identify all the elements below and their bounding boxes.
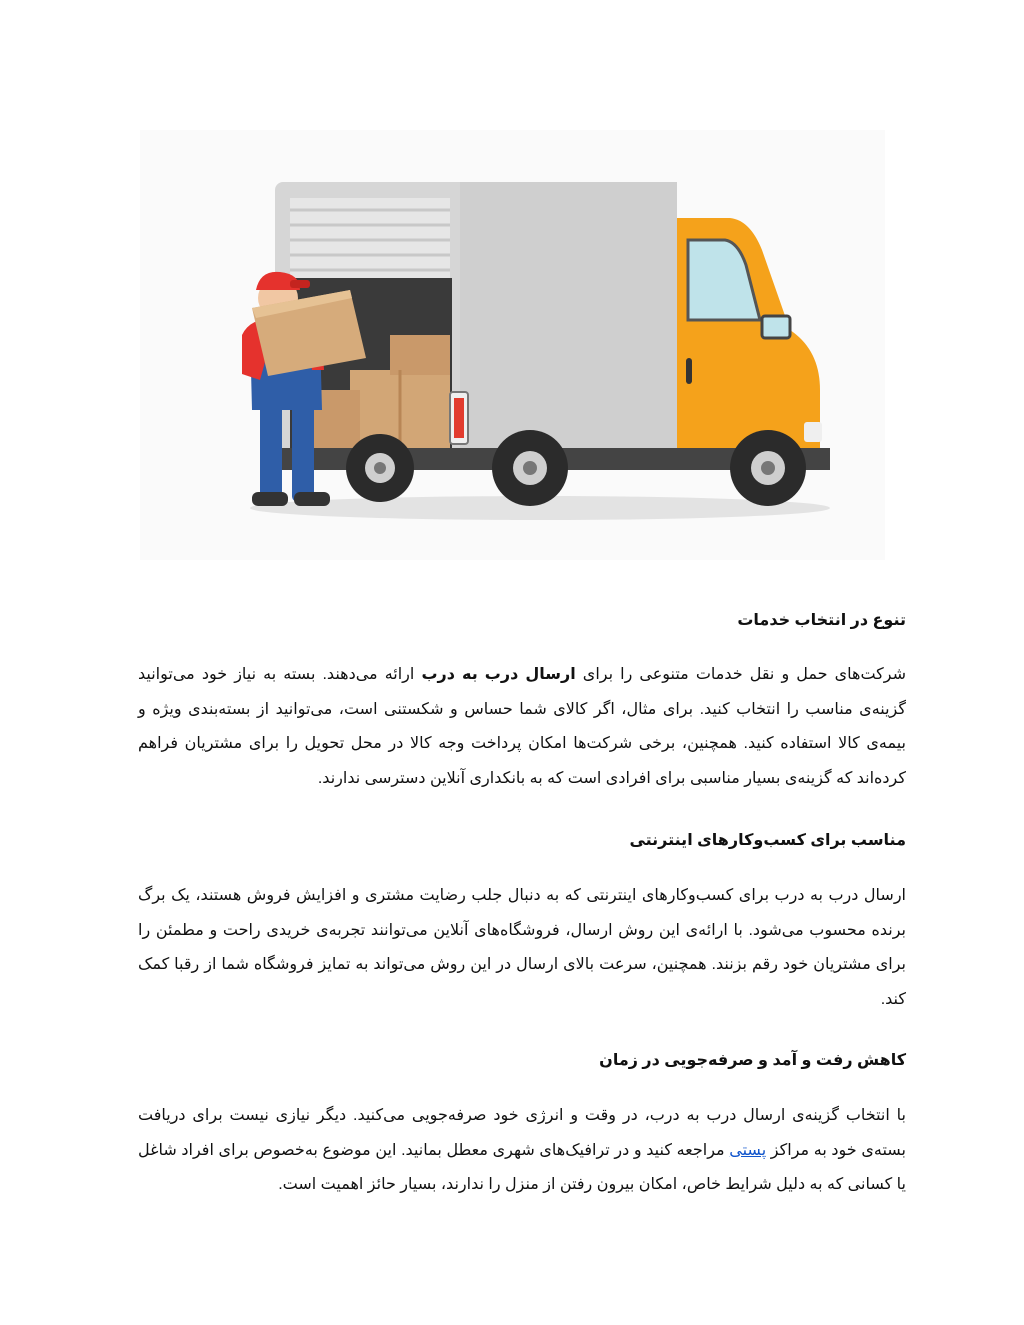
paragraph-text: شرکت‌های حمل و نقل خدمات متنوعی را برای xyxy=(575,666,907,683)
article-content xyxy=(138,604,906,1203)
paragraph-text: ارائه می‌دهند. بسته به نیاز خود می‌توانید گزینه‌ی مناسب را انتخاب کنید. برای مثال، اگر کالای شما حساس و شکستنی است، می‌توانید از بسته‌بندی ویژه و بیمه‌ی کالا استفاده کنید. همچنین، برخی شرکت‌ها امکان پرداخت وجه کالا در محل تحویل را برای مشتریان فراهم کرده‌اند که گزینه‌ی بسیار مناسبی برای افرادی است که به بانکداری آنلاین دسترسی ندارند. xyxy=(138,666,906,787)
section-heading: تنوع در انتخاب خدمات xyxy=(737,612,906,629)
section-heading: مناسب برای کسب‌وکارهای اینترنتی xyxy=(629,832,906,849)
paragraph-text: با انتخاب گزینه‌ی ارسال درب به درب، در وقت و انرژی خود صرفه‌جویی می‌کنید. دیگر نیازی نیست برای دریافت بسته‌ی خود به مراکز xyxy=(138,1107,906,1159)
section-paragraph xyxy=(138,1099,906,1203)
postal-link[interactable]: پستی xyxy=(729,1141,767,1159)
bold-phrase: ارسال درب به درب xyxy=(421,666,576,683)
paragraph-text: مراجعه کنید و در ترافیک‌های شهری معطل بمانید. این موضوع به‌خصوص برای افراد شاغل یا کسانی که به دلیل شرایط خاص، امکان بیرون رفتن از منزل را ندارند، بسیار حائز اهمیت است. xyxy=(138,1141,906,1193)
section-heading: کاهش رفت و آمد و صرفه‌جویی در زمان xyxy=(599,1052,906,1069)
delivery-truck-illustration xyxy=(140,130,885,560)
section-paragraph: ارسال درب به درب برای کسب‌وکارهای اینترنتی که به دنبال جلب رضایت مشتری و افزایش فروش هستند، یک برگ برنده محسوب می‌شود. با ارائه‌ی این روش ارسال، فروشگاه‌های آنلاین می‌توانند تجربه‌ی خریدی راحت و مطمئن را برای مشتریان خود رقم بزنند. همچنین، سرعت بالای ارسال در این روش می‌تواند به تمایز فروشگاه شما از رقبا کمک کند. xyxy=(138,887,906,1008)
section-paragraph xyxy=(138,658,906,796)
